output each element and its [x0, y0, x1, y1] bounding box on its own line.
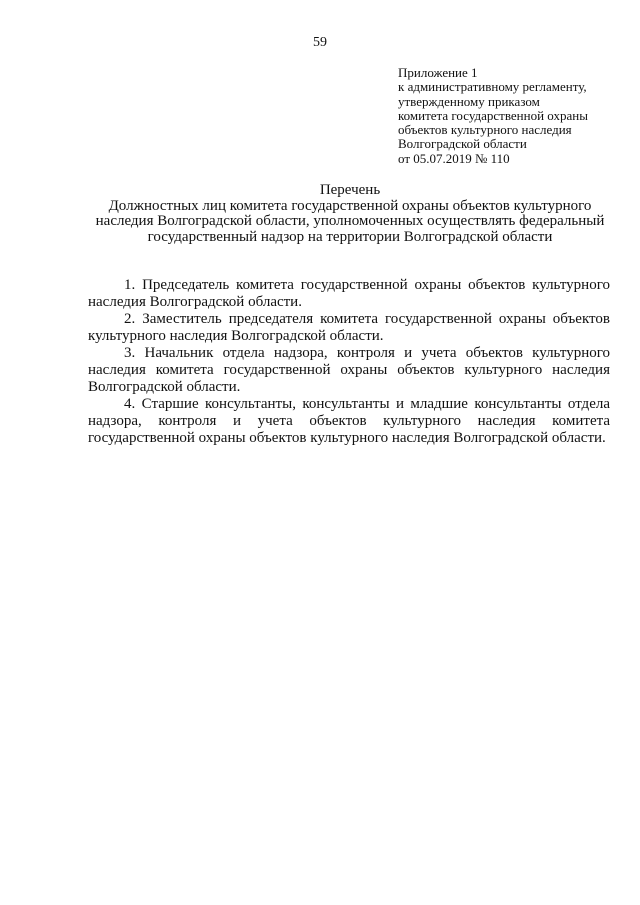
- title-line: государственный надзор на территории Волгоградской области: [147, 228, 553, 245]
- appendix-line: объектов культурного наследия: [398, 122, 572, 138]
- appendix-line: утвержденному приказом: [398, 93, 540, 109]
- title-heading: Перечень: [319, 182, 381, 198]
- title-line: Должностных лиц комитета государственной охраны объектов культурного: [108, 197, 592, 214]
- title-line: наследия Волгоградской области, уполномоченных осуществлять федеральный: [95, 213, 605, 229]
- page-number: 59: [313, 35, 327, 50]
- appendix-line: Волгоградской области: [398, 136, 527, 152]
- list-item: 2. Заместитель председателя комитета государственной охраны объектов культурного наследия Волгоградской области.: [88, 311, 610, 344]
- appendix-block: [398, 66, 628, 166]
- appendix-line: комитета государственной охраны: [398, 107, 588, 123]
- list-item: 3. Начальник отдела надзора, контроля и учета объектов культурного наследия комитета государственной охраны объектов культурного наследия Волгоградской области.: [88, 345, 610, 395]
- appendix-line: Приложение 1: [398, 65, 478, 80]
- appendix-line: от 05.07.2019 № 110: [398, 150, 510, 166]
- list-item: 1. Председатель комитета государственной охраны объектов культурного наследия Волгоградской области.: [88, 277, 610, 310]
- appendix-line: к административному регламенту,: [398, 79, 587, 95]
- document-title: [80, 183, 620, 245]
- list-item: 4. Старшие консультанты, консультанты и младшие консультанты отдела надзора, контроля и учета объектов культурного наследия комитета государственной охраны объектов культурного наследия Волгоградской области.: [88, 396, 610, 446]
- officials-list: [88, 277, 610, 447]
